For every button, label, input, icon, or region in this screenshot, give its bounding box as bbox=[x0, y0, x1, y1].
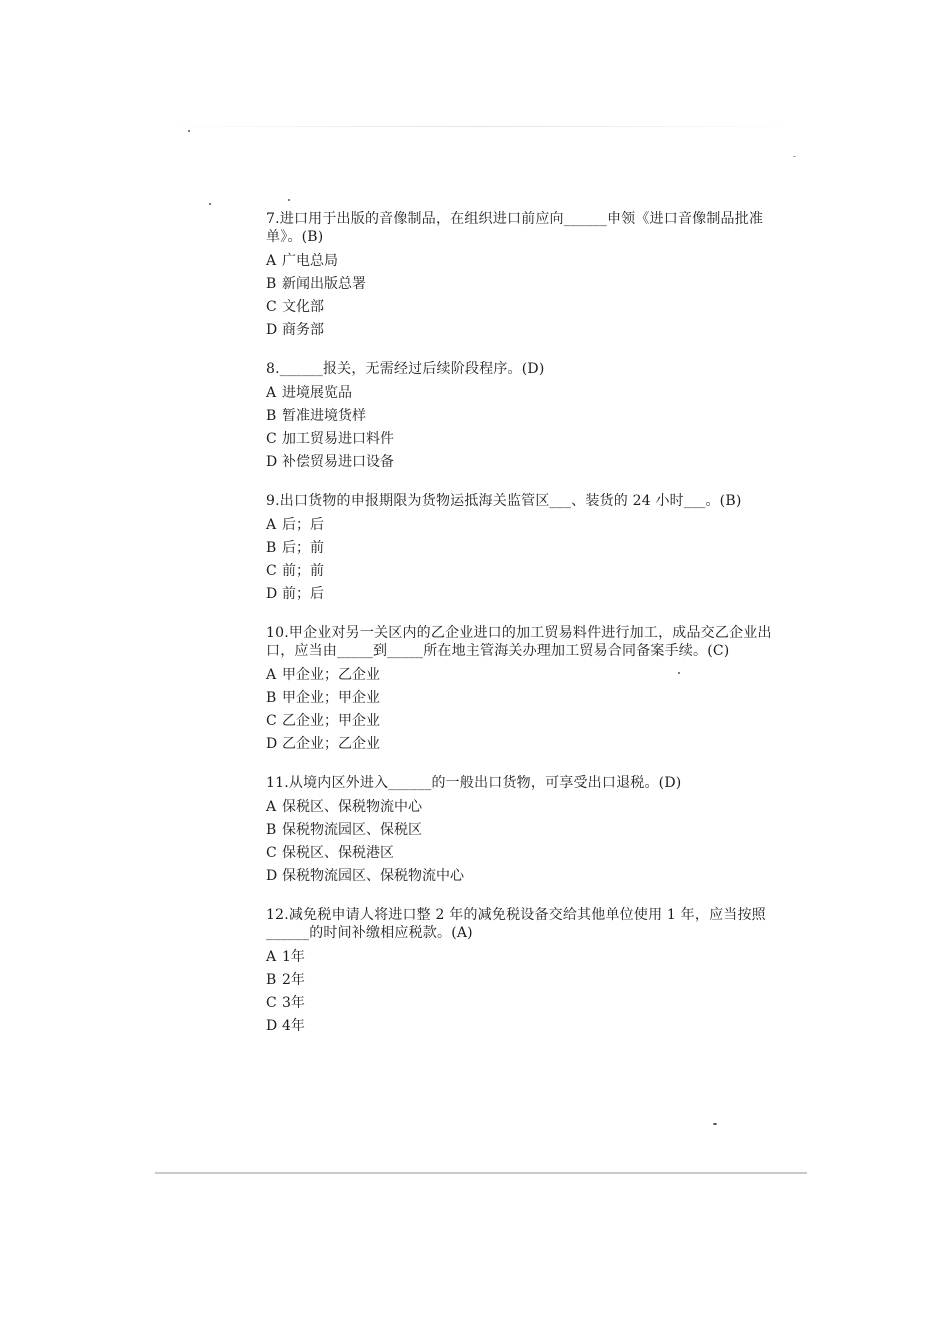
question-10 bbox=[266, 624, 796, 756]
scan-speck bbox=[288, 199, 290, 201]
option-letter: C bbox=[266, 995, 277, 1011]
option-b bbox=[266, 537, 796, 560]
question-11 bbox=[266, 774, 796, 888]
option-c bbox=[266, 296, 796, 319]
option-text: 甲企业；乙企业 bbox=[282, 667, 380, 683]
option-letter: C bbox=[266, 563, 277, 579]
scan-edge-top bbox=[155, 126, 805, 127]
option-a bbox=[266, 946, 796, 969]
option-text: 新闻出版总署 bbox=[282, 276, 366, 292]
option-text: 甲企业；甲企业 bbox=[282, 690, 380, 706]
option-text: 1年 bbox=[282, 949, 305, 965]
option-text: 进境展览品 bbox=[282, 385, 352, 401]
option-b bbox=[266, 969, 796, 992]
option-letter: B bbox=[266, 690, 277, 706]
option-letter: A bbox=[266, 517, 277, 533]
option-letter: A bbox=[266, 949, 277, 965]
option-letter: C bbox=[266, 431, 277, 447]
option-letter: A bbox=[266, 385, 277, 401]
scan-edge-bottom bbox=[155, 1172, 807, 1174]
option-d bbox=[266, 733, 796, 756]
option-d bbox=[266, 1015, 796, 1038]
question-8 bbox=[266, 360, 796, 474]
question-stem: 11.从境内区外进入______的一般出口货物，可享受出口退税。(D) bbox=[266, 775, 682, 791]
option-c bbox=[266, 710, 796, 733]
option-c bbox=[266, 992, 796, 1015]
option-letter: D bbox=[266, 868, 278, 884]
option-a bbox=[266, 514, 796, 537]
option-text: 保税物流园区、保税物流中心 bbox=[282, 868, 464, 884]
option-d bbox=[266, 319, 796, 342]
option-letter: B bbox=[266, 276, 277, 292]
option-letter: C bbox=[266, 299, 277, 315]
option-text: 乙企业；甲企业 bbox=[282, 713, 380, 729]
option-letter: D bbox=[266, 1018, 278, 1034]
option-c bbox=[266, 560, 796, 583]
option-text: 商务部 bbox=[282, 322, 324, 338]
option-text: 后；后 bbox=[282, 517, 324, 533]
option-letter: A bbox=[266, 799, 277, 815]
option-letter: B bbox=[266, 822, 277, 838]
option-letter: B bbox=[266, 540, 277, 556]
option-letter: C bbox=[266, 845, 277, 861]
option-c bbox=[266, 842, 796, 865]
option-text: 后；前 bbox=[282, 540, 324, 556]
question-12 bbox=[266, 906, 796, 1038]
option-b bbox=[266, 819, 796, 842]
option-d bbox=[266, 583, 796, 606]
option-letter: D bbox=[266, 586, 278, 602]
question-stem: 7.进口用于出版的音像制品，在组织进口前应向______申领《进口音像制品批准单》。(B) bbox=[266, 211, 764, 245]
option-a bbox=[266, 796, 796, 819]
option-text: 补偿贸易进口设备 bbox=[282, 454, 394, 470]
option-text: 保税物流园区、保税区 bbox=[282, 822, 422, 838]
option-text: 保税区、保税港区 bbox=[282, 845, 394, 861]
option-letter: B bbox=[266, 408, 277, 424]
option-text: 保税区、保税物流中心 bbox=[282, 799, 422, 815]
option-letter: A bbox=[266, 253, 277, 269]
option-b bbox=[266, 405, 796, 428]
option-text: 文化部 bbox=[282, 299, 324, 315]
option-text: 3年 bbox=[282, 995, 305, 1011]
scan-speck bbox=[209, 203, 211, 205]
option-text: 广电总局 bbox=[282, 253, 338, 269]
option-letter: C bbox=[266, 713, 277, 729]
question-7 bbox=[266, 210, 796, 342]
option-letter: D bbox=[266, 454, 278, 470]
option-letter: D bbox=[266, 736, 278, 752]
option-a bbox=[266, 382, 796, 405]
option-b bbox=[266, 273, 796, 296]
question-stem: 8.______报关，无需经过后续阶段程序。(D) bbox=[266, 361, 545, 377]
scan-speck bbox=[793, 156, 796, 157]
option-b bbox=[266, 687, 796, 710]
option-text: 前；前 bbox=[282, 563, 324, 579]
option-letter: B bbox=[266, 972, 277, 988]
question-9 bbox=[266, 492, 796, 606]
option-a bbox=[266, 664, 796, 687]
scan-speck bbox=[713, 1123, 717, 1125]
scan-speck bbox=[188, 130, 190, 132]
option-letter: D bbox=[266, 322, 278, 338]
question-stem: 9.出口货物的申报期限为货物运抵海关监管区___、装货的 24 小时___。(B) bbox=[266, 493, 742, 509]
option-a bbox=[266, 250, 796, 273]
option-text: 加工贸易进口料件 bbox=[282, 431, 394, 447]
question-list bbox=[266, 210, 796, 1056]
question-stem: 12.减免税申请人将进口整 2 年的减免税设备交给其他单位使用 1 年，应当按照______的时间补缴相应税款。(A) bbox=[266, 907, 766, 941]
option-d bbox=[266, 451, 796, 474]
option-letter: A bbox=[266, 667, 277, 683]
option-c bbox=[266, 428, 796, 451]
option-text: 暂准进境货样 bbox=[282, 408, 366, 424]
question-stem: 10.甲企业对另一关区内的乙企业进口的加工贸易料件进行加工，成品交乙企业出口，应当由_____到_____所在地主管海关办理加工贸易合同备案手续。(C) bbox=[266, 625, 772, 659]
option-text: 4年 bbox=[282, 1018, 305, 1034]
option-text: 乙企业；乙企业 bbox=[282, 736, 380, 752]
option-text: 2年 bbox=[282, 972, 305, 988]
option-d bbox=[266, 865, 796, 888]
option-text: 前；后 bbox=[282, 586, 324, 602]
